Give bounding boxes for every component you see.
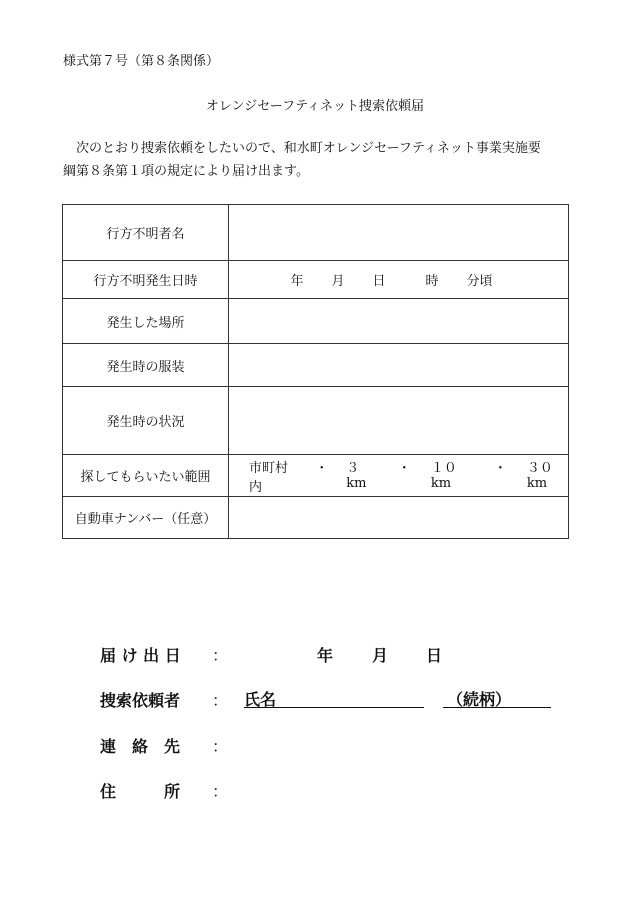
intro-line-1: 次のとおり捜索依頼をしたいので、和水町オレンジセーフティネット事業実施要: [76, 141, 541, 156]
colon: ：: [212, 782, 229, 801]
colon: ：: [212, 646, 229, 665]
range-separator: ・: [397, 460, 411, 476]
address-label: 住 所: [100, 782, 181, 801]
missing-person-name-label: 行方不明者名: [63, 205, 229, 261]
missing-datetime-field[interactable]: [229, 261, 569, 299]
contact-label: 連 絡 先: [100, 737, 181, 756]
clothing-label: 発生時の服装: [63, 344, 229, 387]
table-row: [63, 299, 569, 344]
situation-label: 発生時の状況: [63, 387, 229, 455]
table-row: [63, 497, 569, 539]
hour-unit: 時: [425, 274, 439, 289]
report-table: [62, 204, 569, 539]
requester-name-field[interactable]: [244, 687, 424, 708]
month-unit: 月: [331, 274, 345, 289]
search-range-label: 探してもらいたい範囲: [63, 455, 229, 497]
relation-label: （続柄）: [447, 690, 512, 709]
range-option-30km[interactable]: ３０km: [526, 460, 553, 491]
table-row: [63, 205, 569, 261]
missing-place-label: 発生した場所: [63, 299, 229, 344]
intro-paragraph: [63, 137, 569, 183]
year-unit: 年: [290, 274, 304, 289]
range-separator: ・: [493, 460, 507, 476]
missing-person-name-field[interactable]: [229, 205, 569, 261]
date-year-unit: 年: [317, 646, 334, 665]
page-title: オレンジセーフティネット捜索依頼届: [205, 99, 425, 114]
clothing-field[interactable]: [229, 344, 569, 387]
requester-label: 捜索依頼者: [100, 691, 181, 710]
search-range-field[interactable]: [229, 455, 569, 497]
colon: ：: [212, 737, 229, 756]
missing-place-field[interactable]: [229, 299, 569, 344]
table-row: [63, 387, 569, 455]
colon: ：: [212, 691, 229, 710]
range-option-10km[interactable]: １０km: [430, 460, 457, 491]
situation-field[interactable]: [229, 387, 569, 455]
minute-unit: 分頃: [466, 274, 493, 289]
car-number-label: 自動車ナンバー（任意）: [63, 497, 229, 539]
table-row: [63, 455, 569, 497]
table-row: [63, 344, 569, 387]
table-row: [63, 261, 569, 299]
range-option-municipality[interactable]: 市町村内: [249, 460, 289, 495]
day-unit: 日: [372, 274, 386, 289]
datetime-units: [229, 270, 568, 289]
range-options: [229, 457, 568, 495]
range-option-3km[interactable]: ３km: [346, 460, 367, 491]
date-day-unit: 日: [426, 646, 443, 665]
intro-line-2: 綱第８条第１項の規定により届け出ます。: [63, 164, 309, 179]
date-month-unit: 月: [372, 646, 389, 665]
name-label: 氏名: [244, 690, 277, 709]
relation-field[interactable]: [443, 687, 551, 708]
range-separator: ・: [315, 460, 329, 476]
submission-date-label: 届 け 出 日: [100, 646, 181, 665]
missing-datetime-label: 行方不明発生日時: [63, 261, 229, 299]
car-number-field[interactable]: [229, 497, 569, 539]
form-number: 様式第７号（第８条関係）: [63, 54, 220, 69]
